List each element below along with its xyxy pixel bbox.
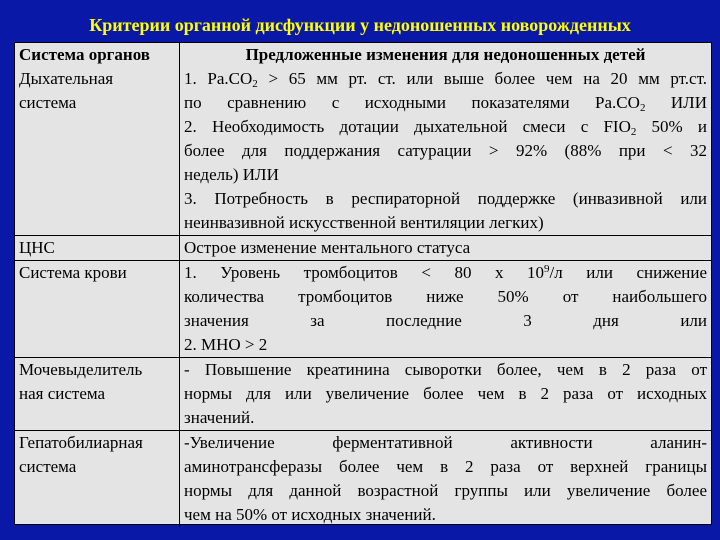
table-row [15,358,711,431]
criteria-table-container [14,42,712,525]
criteria-line: нормы для данной возрастной группы или увеличение более [184,481,707,500]
criteria-line: значения за последние 3 дня или [184,311,707,330]
header-proposed-changes: Предложенные изменения для недоношенных детей [245,45,646,64]
organ-system-cell [15,236,180,261]
table-header-row [15,43,711,67]
criteria-line: количества тромбоцитов ниже 50% от наибольшего [184,287,707,306]
criteria-line: 2. МНО > 2 [184,335,268,354]
criteria-cell [180,358,712,431]
subscript: 2 [639,102,646,114]
criteria-line: 3. Потребность в респираторной поддержке (инвазивной или [184,189,707,208]
criteria-line: Острое изменение ментального статуса [184,238,471,257]
organ-system-cell [15,67,180,236]
criteria-line: по сравнению с исходными показателями $Ра.СО_2$ ИЛИ [184,93,707,114]
criteria-line: 1. Уровень тромбоцитов < 80 х $10^9/л$ или снижение [184,263,707,282]
criteria-cell [180,236,712,261]
criteria-line: аминотрансферазы более чем в 2 раза от верхней границы [184,457,707,476]
criteria-line: 2. Необходимость дотации дыхательной смеси с $FIO_2$ 50% и [184,117,707,138]
organ-system-label: система [19,457,77,476]
organ-system-label: Мочевыделитель [19,360,143,379]
criteria-cell [180,67,712,236]
organ-system-label: ная система [19,384,106,403]
criteria-line: неинвазивной искусственной вентиляции легких) [184,213,544,232]
criteria-table [15,43,711,527]
organ-system-label: Дыхательная [19,69,114,88]
organ-system-label: Гепатобилиарная [19,433,143,452]
criteria-line: значений. [184,408,255,427]
criteria-cell [180,261,712,358]
criteria-line: недель) ИЛИ [184,165,279,184]
criteria-line: более для поддержания сатурации > 92% (88% при < 32 [184,141,707,160]
organ-system-label: Система крови [19,263,127,282]
header-organ-system: Система органов [15,43,180,67]
table-row [15,261,711,358]
criteria-line: -Увеличение ферментативной активности аланин- [184,433,707,452]
organ-system-cell [15,358,180,431]
criteria-line: нормы для или увеличение более чем в 2 раза от исходных [184,384,707,403]
criteria-line: 1. $Ра.СО_2 > 65$ мм рт. ст. или выше более чем на 20 мм рт.ст. [184,69,707,90]
slide-title: Критерии органной дисфункции у недоношенных новорожденных [89,15,631,35]
table-row [15,67,711,236]
organ-system-label: система [19,93,77,112]
organ-system-label: ЦНС [19,238,55,257]
organ-system-cell [15,431,180,528]
criteria-line: чем на 50% от исходных значений. [184,505,436,524]
table-row [15,236,711,261]
criteria-cell [180,431,712,528]
superscript: 9 [544,263,550,275]
organ-system-cell [15,261,180,358]
subscript: 2 [252,78,258,90]
table-row [15,431,711,528]
criteria-line: - Повышение креатинина сыворотки более, чем в 2 раза от [184,360,707,379]
subscript: 2 [630,126,637,138]
table-body [15,67,711,527]
